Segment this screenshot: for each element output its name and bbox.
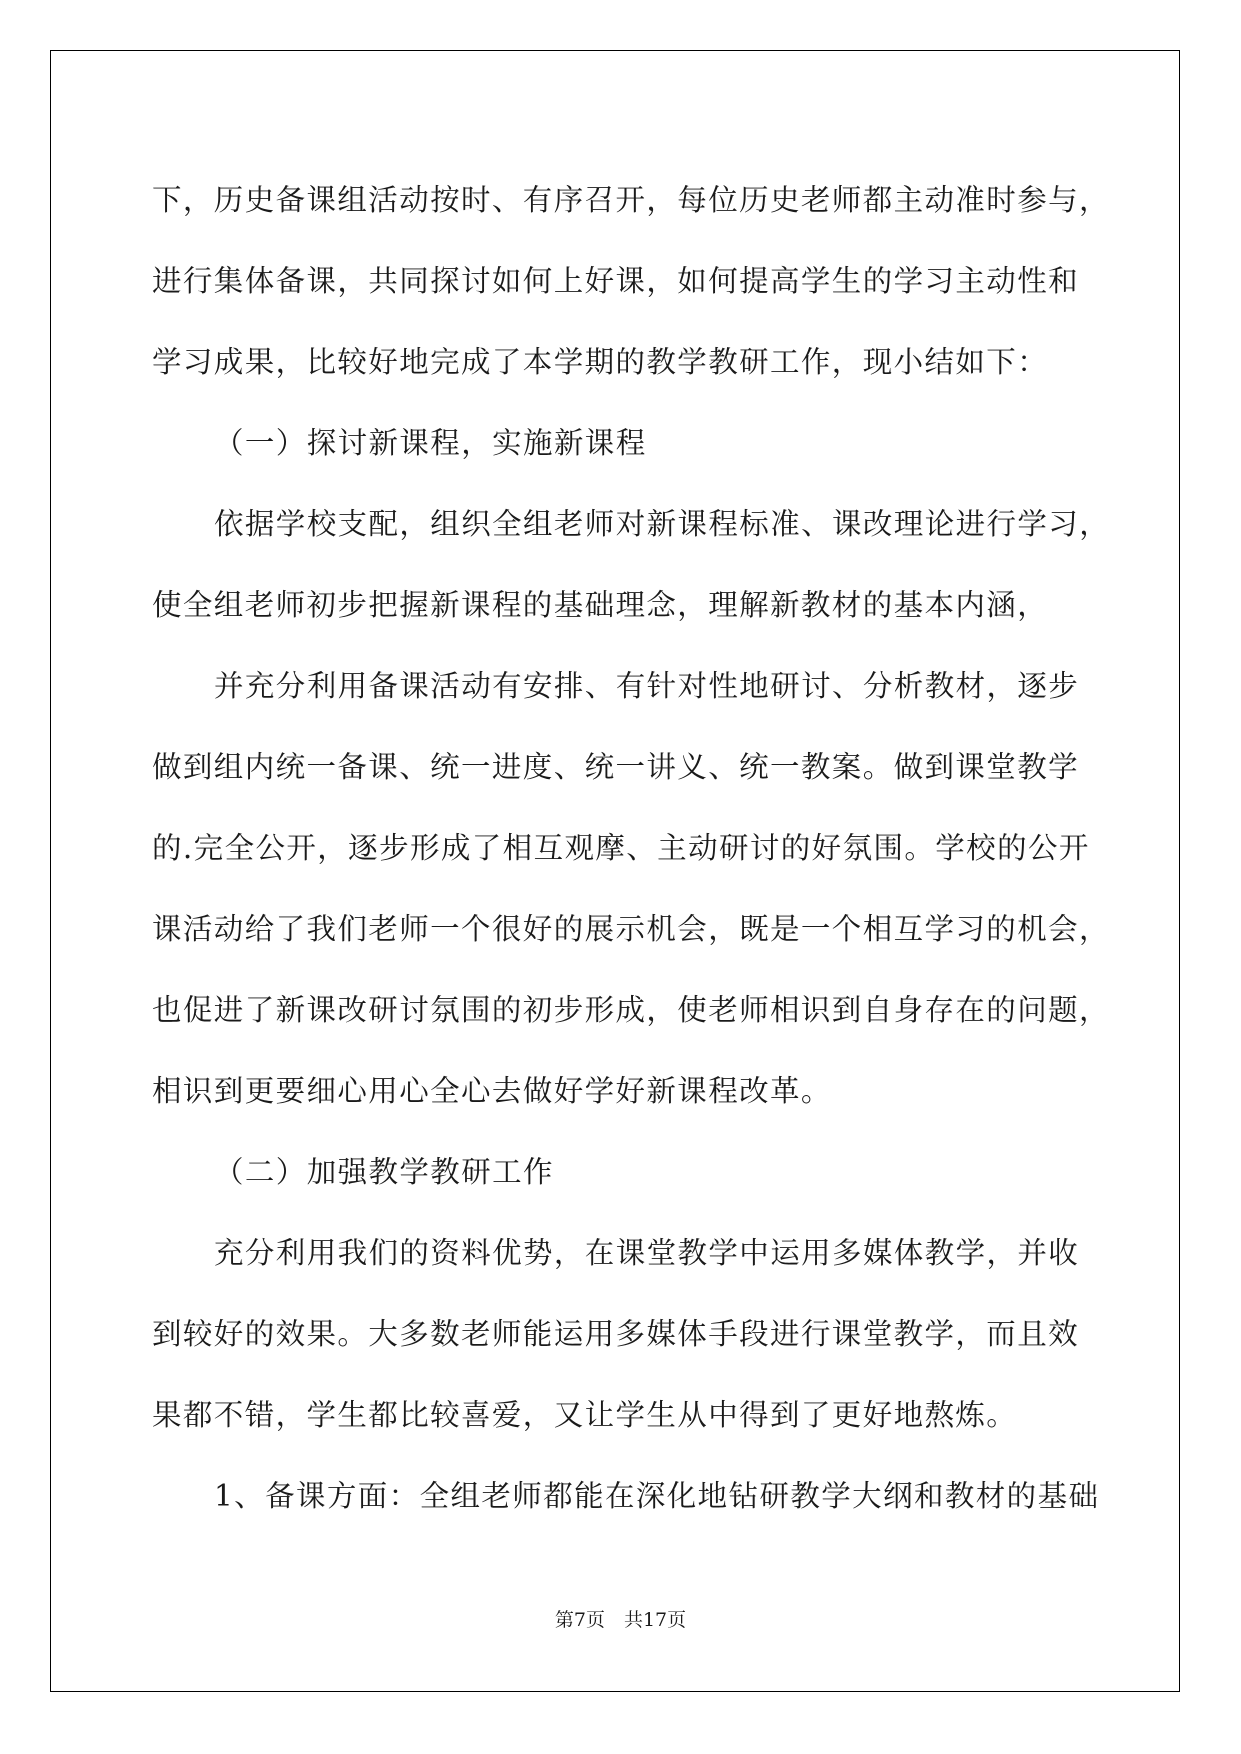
text-line: 课活动给了我们老师一个很好的展示机会，既是一个相互学习的机会， [152,912,1110,946]
text-line: 学习成果，比较好地完成了本学期的教学教研工作，现小结如下： [152,345,1049,379]
section-heading: （一）探讨新课程，实施新课程 [214,426,647,460]
text-line: 使全组老师初步把握新课程的基础理念，理解新教材的基本内涵， [152,588,1049,622]
text-line: 到较好的效果。大多数老师能运用多媒体手段进行课堂教学，而且效 [152,1317,1080,1351]
text-line: 也促进了新课改研讨氛围的初步形成，使老师相识到自身存在的问题， [152,993,1110,1027]
section-heading: （二）加强教学教研工作 [214,1155,554,1189]
text-line: 充分利用我们的资料优势，在课堂教学中运用多媒体教学，并收 [214,1236,1080,1270]
document-body [152,160,1111,1537]
text-line: 下，历史备课组活动按时、有序召开，每位历史老师都主动准时参与， [152,183,1110,217]
text-line: 做到组内统一备课、统一进度、统一讲义、统一教案。做到课堂教学 [152,750,1080,784]
text-line: 1、备课方面：全组老师都能在深化地钻研教学大纲和教材的基础 [214,1479,1100,1513]
text-line: 依据学校支配，组织全组老师对新课程标准、课改理论进行学习， [214,507,1111,541]
text-line: 进行集体备课，共同探讨如何上好课，如何提高学生的学习主动性和 [152,264,1080,298]
text-line: 的.完全公开，逐步形成了相互观摩、主动研讨的好氛围。学校的公开 [152,831,1090,865]
text-line: 并充分利用备课活动有安排、有针对性地研讨、分析教材，逐步 [214,669,1080,703]
page-number-footer: 第7页 共17页 [554,1609,687,1631]
text-line: 相识到更要细心用心全心去做好学好新课程改革。 [152,1074,832,1108]
text-line: 果都不错，学生都比较喜爱，又让学生从中得到了更好地熬炼。 [152,1398,1018,1432]
